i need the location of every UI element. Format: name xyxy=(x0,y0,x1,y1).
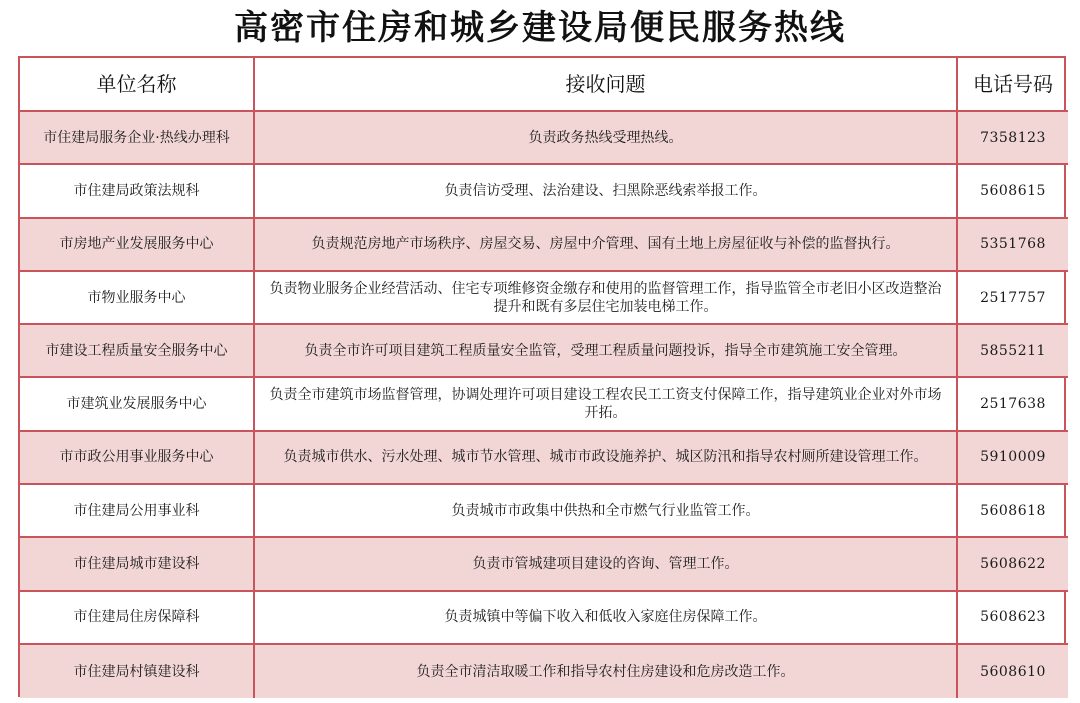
unit-name-cell: 市住建局城市建设科 xyxy=(20,538,255,591)
unit-name-cell: 市物业服务中心 xyxy=(20,272,255,325)
header-unit: 单位名称 xyxy=(20,58,255,112)
issue-cell: 负责全市建筑市场监督管理，协调处理许可项目建设工程农民工工资支付保障工作，指导建筑业企业对外市场开拓。 xyxy=(255,378,958,431)
phone-cell: 5608622 xyxy=(958,538,1068,591)
issue-cell: 负责市管城建项目建设的咨询、管理工作。 xyxy=(255,538,958,591)
page-title: 高密市住房和城乡建设局便民服务热线 xyxy=(234,8,846,48)
issue-cell: 负责城市供水、污水处理、城市节水管理、城市市政设施养护、城区防汛和指导农村厕所建设管理工作。 xyxy=(255,432,958,485)
issue-cell: 负责全市许可项目建筑工程质量安全监管，受理工程质量问题投诉，指导全市建筑施工安全管理。 xyxy=(255,325,958,378)
unit-name-cell: 市住建局公用事业科 xyxy=(20,485,255,538)
phone-cell: 5608618 xyxy=(958,485,1068,538)
unit-name-cell: 市建筑业发展服务中心 xyxy=(20,378,255,431)
phone-cell: 5608623 xyxy=(958,592,1068,645)
phone-cell: 5910009 xyxy=(958,432,1068,485)
unit-name-cell: 市住建局村镇建设科 xyxy=(20,645,255,698)
phone-cell: 5608615 xyxy=(958,165,1068,218)
issue-cell: 负责政务热线受理热线。 xyxy=(255,112,958,165)
phone-cell: 2517638 xyxy=(958,378,1068,431)
header-issue: 接收问题 xyxy=(255,58,958,112)
issue-cell: 负责全市清洁取暖工作和指导农村住房建设和危房改造工作。 xyxy=(255,645,958,698)
unit-name-cell: 市市政公用事业服务中心 xyxy=(20,432,255,485)
header-phone: 电话号码 xyxy=(958,58,1068,112)
phone-cell: 5855211 xyxy=(958,325,1068,378)
unit-name-cell: 市住建局服务企业·热线办理科 xyxy=(20,112,255,165)
unit-name-cell: 市建设工程质量安全服务中心 xyxy=(20,325,255,378)
issue-cell: 负责信访受理、法治建设、扫黑除恶线索举报工作。 xyxy=(255,165,958,218)
issue-cell: 负责城市市政集中供热和全市燃气行业监管工作。 xyxy=(255,485,958,538)
hotline-table xyxy=(18,56,1066,697)
phone-cell: 5351768 xyxy=(958,219,1068,272)
issue-cell: 负责城镇中等偏下收入和低收入家庭住房保障工作。 xyxy=(255,592,958,645)
issue-cell: 负责物业服务企业经营活动、住宅专项维修资金缴存和使用的监督管理工作，指导监管全市老旧小区改造整治提升和既有多层住宅加装电梯工作。 xyxy=(255,272,958,325)
phone-cell: 5608610 xyxy=(958,645,1068,698)
phone-cell: 7358123 xyxy=(958,112,1068,165)
phone-cell: 2517757 xyxy=(958,272,1068,325)
issue-cell: 负责规范房地产市场秩序、房屋交易、房屋中介管理、国有土地上房屋征收与补偿的监督执行。 xyxy=(255,219,958,272)
unit-name-cell: 市住建局政策法规科 xyxy=(20,165,255,218)
unit-name-cell: 市房地产业发展服务中心 xyxy=(20,219,255,272)
unit-name-cell: 市住建局住房保障科 xyxy=(20,592,255,645)
